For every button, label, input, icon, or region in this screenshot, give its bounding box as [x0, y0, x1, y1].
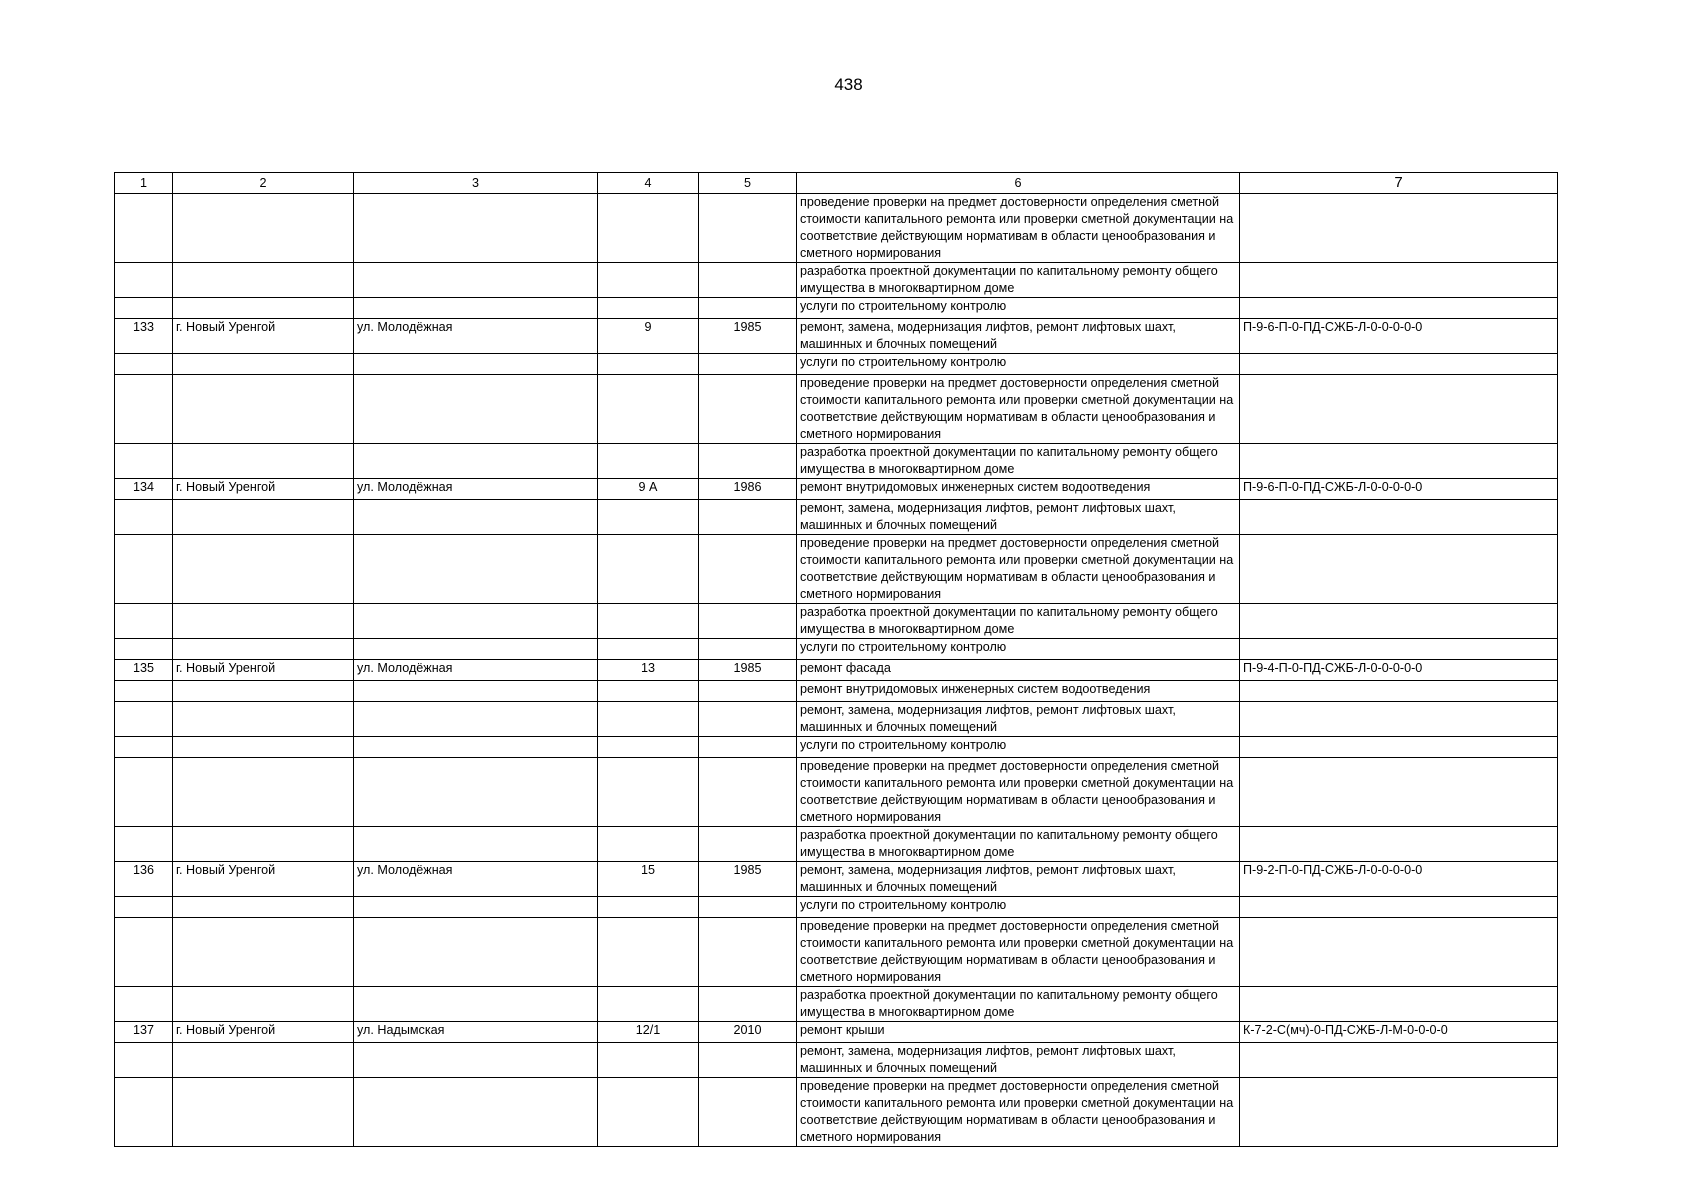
- cell-house: [598, 604, 699, 639]
- table-row: [115, 500, 1558, 535]
- cell-year: [699, 1078, 797, 1147]
- cell-street: [354, 639, 598, 660]
- cell-year: [699, 737, 797, 758]
- cell-work: услуги по строительному контролю: [797, 639, 1240, 660]
- cell-street: [354, 604, 598, 639]
- cell-work: проведение проверки на предмет достоверности определения сметной стоимости капитального ремонта или проверки сметной документации на соответствие действующим нормативам в области ценообразования и сметного нормирования: [797, 375, 1240, 444]
- cell-house: [598, 263, 699, 298]
- table-row: [115, 375, 1558, 444]
- cell-city: [173, 987, 354, 1022]
- cell-house: [598, 375, 699, 444]
- cell-year: [699, 918, 797, 987]
- cell-work: ремонт, замена, модернизация лифтов, ремонт лифтовых шахт, машинных и блочных помещений: [797, 319, 1240, 354]
- cell-num: [115, 263, 173, 298]
- cell-work: разработка проектной документации по капитальному ремонту общего имущества в многоквартирном доме: [797, 987, 1240, 1022]
- cell-city: [173, 1043, 354, 1078]
- cell-street: [354, 758, 598, 827]
- cell-work: разработка проектной документации по капитальному ремонту общего имущества в многоквартирном доме: [797, 827, 1240, 862]
- cell-work: услуги по строительному контролю: [797, 298, 1240, 319]
- cell-house: [598, 535, 699, 604]
- cell-num: [115, 354, 173, 375]
- cell-city: [173, 827, 354, 862]
- cell-house: [598, 194, 699, 263]
- cell-num: [115, 918, 173, 987]
- cell-house: [598, 298, 699, 319]
- cell-street: [354, 194, 598, 263]
- column-header-1: 1: [115, 173, 173, 194]
- cell-city: [173, 354, 354, 375]
- cell-year: [699, 298, 797, 319]
- cell-street: [354, 918, 598, 987]
- cell-code: К-7-2-С(мч)-0-ПД-СЖБ-Л-М-0-0-0-0: [1240, 1022, 1558, 1043]
- table-row: [115, 918, 1558, 987]
- cell-city: [173, 375, 354, 444]
- cell-street: [354, 827, 598, 862]
- cell-work: ремонт внутридомовых инженерных систем водоотведения: [797, 479, 1240, 500]
- header-row: [115, 173, 1558, 194]
- cell-work: ремонт крыши: [797, 1022, 1240, 1043]
- cell-num: 137: [115, 1022, 173, 1043]
- cell-num: [115, 987, 173, 1022]
- cell-code: П-9-2-П-0-ПД-СЖБ-Л-0-0-0-0-0: [1240, 862, 1558, 897]
- cell-street: [354, 500, 598, 535]
- cell-code: [1240, 375, 1558, 444]
- cell-year: [699, 702, 797, 737]
- cell-city: [173, 758, 354, 827]
- cell-year: 2010: [699, 1022, 797, 1043]
- cell-city: г. Новый Уренгой: [173, 319, 354, 354]
- cell-code: [1240, 737, 1558, 758]
- cell-num: [115, 604, 173, 639]
- cell-code: [1240, 604, 1558, 639]
- cell-num: [115, 1043, 173, 1078]
- cell-work: разработка проектной документации по капитальному ремонту общего имущества в многоквартирном доме: [797, 444, 1240, 479]
- cell-code: [1240, 298, 1558, 319]
- table-body: [115, 194, 1558, 1147]
- cell-house: [598, 758, 699, 827]
- cell-year: 1985: [699, 660, 797, 681]
- cell-num: [115, 639, 173, 660]
- cell-work: услуги по строительному контролю: [797, 737, 1240, 758]
- cell-num: [115, 827, 173, 862]
- cell-year: [699, 500, 797, 535]
- table-row: [115, 1078, 1558, 1147]
- column-header-3: 3: [354, 173, 598, 194]
- cell-city: [173, 604, 354, 639]
- cell-num: [115, 298, 173, 319]
- column-header-7: 7: [1240, 173, 1558, 194]
- table-row: [115, 737, 1558, 758]
- cell-year: [699, 444, 797, 479]
- cell-year: [699, 263, 797, 298]
- cell-house: [598, 702, 699, 737]
- cell-house: [598, 897, 699, 918]
- cell-work: разработка проектной документации по капитальному ремонту общего имущества в многоквартирном доме: [797, 263, 1240, 298]
- cell-year: [699, 604, 797, 639]
- cell-house: [598, 918, 699, 987]
- cell-num: 135: [115, 660, 173, 681]
- cell-city: [173, 535, 354, 604]
- cell-code: [1240, 500, 1558, 535]
- cell-work: ремонт, замена, модернизация лифтов, ремонт лифтовых шахт, машинных и блочных помещений: [797, 1043, 1240, 1078]
- cell-house: [598, 737, 699, 758]
- cell-street: [354, 681, 598, 702]
- cell-city: г. Новый Уренгой: [173, 479, 354, 500]
- cell-work: ремонт фасада: [797, 660, 1240, 681]
- cell-num: [115, 737, 173, 758]
- cell-num: [115, 444, 173, 479]
- cell-street: [354, 444, 598, 479]
- table-row: [115, 194, 1558, 263]
- cell-street: [354, 987, 598, 1022]
- cell-house: 9 А: [598, 479, 699, 500]
- cell-street: ул. Молодёжная: [354, 319, 598, 354]
- cell-house: [598, 354, 699, 375]
- cell-code: [1240, 263, 1558, 298]
- cell-work: ремонт, замена, модернизация лифтов, ремонт лифтовых шахт, машинных и блочных помещений: [797, 702, 1240, 737]
- cell-street: ул. Молодёжная: [354, 479, 598, 500]
- cell-num: [115, 1078, 173, 1147]
- column-header-4: 4: [598, 173, 699, 194]
- cell-code: П-9-6-П-0-ПД-СЖБ-Л-0-0-0-0-0: [1240, 479, 1558, 500]
- cell-work: проведение проверки на предмет достоверности определения сметной стоимости капитального ремонта или проверки сметной документации на соответствие действующим нормативам в области ценообразования и сметного нормирования: [797, 918, 1240, 987]
- cell-code: [1240, 702, 1558, 737]
- cell-house: [598, 681, 699, 702]
- cell-code: [1240, 681, 1558, 702]
- cell-work: ремонт, замена, модернизация лифтов, ремонт лифтовых шахт, машинных и блочных помещений: [797, 862, 1240, 897]
- cell-num: [115, 897, 173, 918]
- cell-work: проведение проверки на предмет достоверности определения сметной стоимости капитального ремонта или проверки сметной документации на соответствие действующим нормативам в области ценообразования и сметного нормирования: [797, 758, 1240, 827]
- cell-house: [598, 827, 699, 862]
- cell-street: [354, 354, 598, 375]
- cell-code: [1240, 918, 1558, 987]
- cell-num: 133: [115, 319, 173, 354]
- cell-code: [1240, 535, 1558, 604]
- cell-year: [699, 535, 797, 604]
- cell-city: [173, 194, 354, 263]
- page-number: 438: [834, 75, 863, 94]
- cell-house: [598, 1043, 699, 1078]
- data-table: [114, 172, 1558, 1147]
- cell-year: 1985: [699, 862, 797, 897]
- cell-city: [173, 702, 354, 737]
- table-row: [115, 862, 1558, 897]
- cell-street: [354, 375, 598, 444]
- cell-year: [699, 194, 797, 263]
- cell-year: [699, 897, 797, 918]
- cell-house: 13: [598, 660, 699, 681]
- cell-year: [699, 758, 797, 827]
- cell-code: [1240, 897, 1558, 918]
- cell-house: 12/1: [598, 1022, 699, 1043]
- cell-city: [173, 737, 354, 758]
- cell-year: [699, 639, 797, 660]
- table-row: [115, 263, 1558, 298]
- cell-street: [354, 1043, 598, 1078]
- cell-city: [173, 500, 354, 535]
- cell-num: [115, 535, 173, 604]
- cell-city: г. Новый Уренгой: [173, 660, 354, 681]
- cell-work: проведение проверки на предмет достоверности определения сметной стоимости капитального ремонта или проверки сметной документации на соответствие действующим нормативам в области ценообразования и сметного нормирования: [797, 535, 1240, 604]
- cell-code: [1240, 1043, 1558, 1078]
- table-row: [115, 897, 1558, 918]
- cell-city: [173, 897, 354, 918]
- cell-work: услуги по строительному контролю: [797, 897, 1240, 918]
- table-row: [115, 1022, 1558, 1043]
- table-row: [115, 298, 1558, 319]
- cell-work: разработка проектной документации по капитальному ремонту общего имущества в многоквартирном доме: [797, 604, 1240, 639]
- cell-city: [173, 681, 354, 702]
- cell-year: 1986: [699, 479, 797, 500]
- cell-code: П-9-4-П-0-ПД-СЖБ-Л-0-0-0-0-0: [1240, 660, 1558, 681]
- cell-street: [354, 1078, 598, 1147]
- table-row: [115, 354, 1558, 375]
- cell-code: [1240, 758, 1558, 827]
- cell-year: [699, 827, 797, 862]
- table-row: [115, 827, 1558, 862]
- cell-code: [1240, 354, 1558, 375]
- cell-work: проведение проверки на предмет достоверности определения сметной стоимости капитального ремонта или проверки сметной документации на соответствие действующим нормативам в области ценообразования и сметного нормирования: [797, 194, 1240, 263]
- cell-city: [173, 298, 354, 319]
- cell-num: [115, 375, 173, 444]
- cell-street: ул. Молодёжная: [354, 862, 598, 897]
- cell-work: услуги по строительному контролю: [797, 354, 1240, 375]
- cell-year: 1985: [699, 319, 797, 354]
- cell-city: [173, 639, 354, 660]
- cell-work: ремонт внутридомовых инженерных систем водоотведения: [797, 681, 1240, 702]
- cell-code: [1240, 827, 1558, 862]
- table-row: [115, 535, 1558, 604]
- cell-year: [699, 375, 797, 444]
- table-row: [115, 758, 1558, 827]
- cell-year: [699, 1043, 797, 1078]
- table-row: [115, 479, 1558, 500]
- cell-num: [115, 702, 173, 737]
- column-header-6: 6: [797, 173, 1240, 194]
- cell-house: [598, 639, 699, 660]
- cell-num: 134: [115, 479, 173, 500]
- cell-code: П-9-6-П-0-ПД-СЖБ-Л-0-0-0-0-0: [1240, 319, 1558, 354]
- table-row: [115, 319, 1558, 354]
- table-row: [115, 702, 1558, 737]
- table-row: [115, 987, 1558, 1022]
- cell-street: [354, 897, 598, 918]
- cell-num: [115, 500, 173, 535]
- cell-city: [173, 263, 354, 298]
- cell-num: [115, 194, 173, 263]
- cell-street: [354, 737, 598, 758]
- table-row: [115, 604, 1558, 639]
- table-row: [115, 639, 1558, 660]
- cell-house: [598, 500, 699, 535]
- table-row: [115, 1043, 1558, 1078]
- cell-code: [1240, 444, 1558, 479]
- table-row: [115, 681, 1558, 702]
- cell-city: г. Новый Уренгой: [173, 1022, 354, 1043]
- cell-house: [598, 987, 699, 1022]
- cell-street: ул. Молодёжная: [354, 660, 598, 681]
- cell-year: [699, 354, 797, 375]
- cell-city: г. Новый Уренгой: [173, 862, 354, 897]
- cell-code: [1240, 639, 1558, 660]
- cell-street: ул. Надымская: [354, 1022, 598, 1043]
- cell-street: [354, 263, 598, 298]
- cell-street: [354, 702, 598, 737]
- cell-street: [354, 298, 598, 319]
- cell-year: [699, 987, 797, 1022]
- cell-work: ремонт, замена, модернизация лифтов, ремонт лифтовых шахт, машинных и блочных помещений: [797, 500, 1240, 535]
- cell-code: [1240, 1078, 1558, 1147]
- cell-num: [115, 681, 173, 702]
- cell-house: [598, 444, 699, 479]
- cell-code: [1240, 987, 1558, 1022]
- cell-num: [115, 758, 173, 827]
- cell-city: [173, 1078, 354, 1147]
- column-header-2: 2: [173, 173, 354, 194]
- cell-year: [699, 681, 797, 702]
- table-row: [115, 444, 1558, 479]
- cell-work: проведение проверки на предмет достоверности определения сметной стоимости капитального ремонта или проверки сметной документации на соответствие действующим нормативам в области ценообразования и сметного нормирования: [797, 1078, 1240, 1147]
- column-header-5: 5: [699, 173, 797, 194]
- cell-city: [173, 918, 354, 987]
- cell-street: [354, 535, 598, 604]
- cell-house: 15: [598, 862, 699, 897]
- cell-city: [173, 444, 354, 479]
- cell-house: 9: [598, 319, 699, 354]
- cell-code: [1240, 194, 1558, 263]
- table-row: [115, 660, 1558, 681]
- cell-num: 136: [115, 862, 173, 897]
- cell-house: [598, 1078, 699, 1147]
